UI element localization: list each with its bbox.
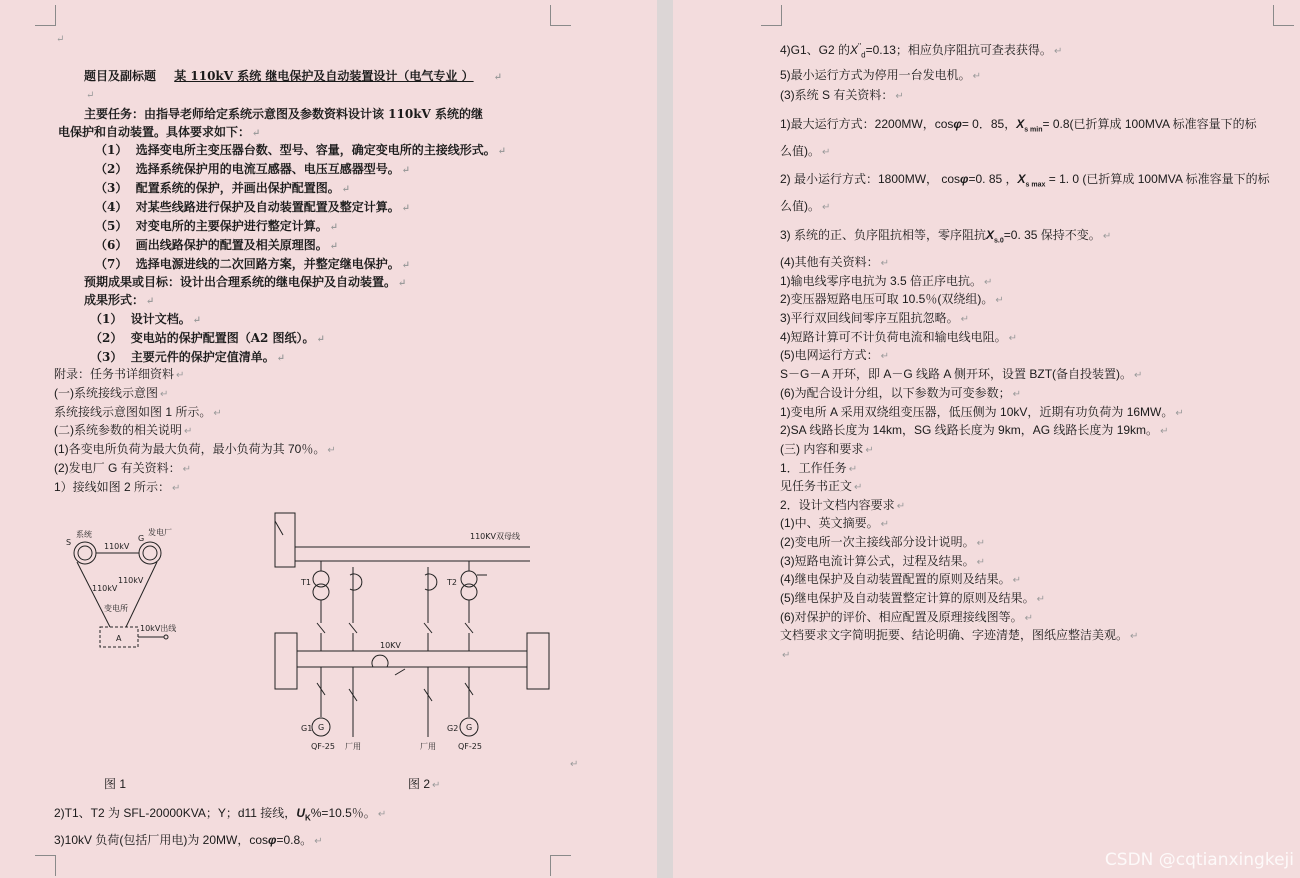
figure-2-caption: 图 2 ↵ bbox=[408, 777, 441, 791]
fig2-bus10-label: 10KV bbox=[380, 641, 401, 650]
empty-paragraph: ↵ bbox=[782, 650, 791, 661]
fig1-s-label: S bbox=[66, 538, 72, 547]
fig1-sg-kv: 110kV bbox=[104, 542, 130, 551]
body-line: 4)G1、G2 的$X''_d=0.13$；相应负序阻抗可查表获得。 ↵ bbox=[780, 42, 1063, 60]
margin-corner bbox=[761, 5, 782, 26]
fig2-aux-label: 厂用 bbox=[420, 742, 436, 751]
body-line: 1)输电线零序电抗为 3.5 倍正序电抗。 ↵ bbox=[780, 274, 993, 288]
task-item: （1） 选择变电所主变压器台数、型号、容量，确定变电所的主接线形式。 ↵ bbox=[95, 143, 507, 157]
transformer-t1-hv bbox=[313, 571, 329, 587]
fig1-s-name: 系统 bbox=[76, 530, 92, 539]
body-line: (1)中、英文摘要。 ↵ bbox=[780, 516, 890, 530]
transformer-t1-lv bbox=[313, 584, 329, 600]
body-line: (4)其他有关资料： ↵ bbox=[780, 255, 890, 269]
body-line: 2)SA 线路长度为 14km，SG 线路长度为 9km，AG 线路长度为 19km。 ↵ bbox=[780, 423, 1169, 437]
body-line: (5)继电保护及自动装置整定计算的原则及结果。 ↵ bbox=[780, 591, 1046, 605]
title-line: 题目及副标题 某 110kV 系统 继电保护及自动装置设计（电气专业 ） ↵ bbox=[84, 69, 503, 83]
empty-paragraph: ↵ bbox=[86, 90, 95, 101]
margin-corner bbox=[1273, 5, 1294, 26]
body-line: 5)最小运行方式为停用一台发电机。 ↵ bbox=[780, 68, 982, 82]
section-heading: (三) 内容和要求 ↵ bbox=[780, 442, 874, 456]
fig1-g-name: 发电厂 bbox=[148, 528, 172, 537]
fig2-g2-model: QF-25 bbox=[458, 742, 482, 751]
body-line: 1)最大运行方式：2200MW，cosφ= 0．85，$X_{s min}= 0.8$(已折算成 100MVA 标准容量下的标 bbox=[780, 117, 1257, 134]
form-item: （1） 设计文档。 ↵ bbox=[90, 312, 202, 326]
task-item: （2） 选择系统保护用的电流互感器、电压互感器型号。 ↵ bbox=[95, 162, 411, 176]
form-title: 成果形式： ↵ bbox=[84, 293, 155, 307]
task-intro-line2: 电保护和自动装置。具体要求如下： ↵ bbox=[58, 125, 261, 139]
goal-line: 预期成果或目标：设计出合理系统的继电保护及自动装置。 ↵ bbox=[84, 275, 407, 289]
fig2-t2-label: T2 bbox=[447, 578, 457, 587]
body-line: (6)对保护的评价、相应配置及原理接线图等。 ↵ bbox=[780, 610, 1034, 624]
empty-paragraph: ↵ bbox=[570, 759, 579, 770]
body-line: 2)变压器短路电压可取 10.5％(双绕组)。 ↵ bbox=[780, 292, 1004, 306]
body-line: 2．设计文档内容要求 ↵ bbox=[780, 498, 906, 512]
body-line: 1）接线如图 2 所示： ↵ bbox=[54, 480, 181, 494]
task-item: （4） 对某些线路进行保护及自动装置配置及整定计算。 ↵ bbox=[95, 200, 411, 214]
title-label: 题目及副标题 bbox=[84, 69, 157, 83]
svg-text:G: G bbox=[318, 723, 325, 732]
margin-corner bbox=[35, 855, 56, 876]
svg-text:G: G bbox=[466, 723, 473, 732]
form-item: （3） 主要元件的保护定值清单。 ↵ bbox=[90, 350, 286, 364]
task-item: （5） 对变电所的主要保护进行整定计算。 ↵ bbox=[95, 219, 339, 233]
margin-corner bbox=[550, 5, 571, 26]
body-line: 文档要求文字简明扼要、结论明确、字迹清楚，图纸应整洁美观。 ↵ bbox=[780, 628, 1139, 642]
appendix-line: 附录：任务书详细资料 ↵ bbox=[54, 367, 185, 381]
system-node-s bbox=[74, 542, 96, 564]
body-line: (2)发电厂 G 有关资料： ↵ bbox=[54, 461, 192, 475]
body-line: (3)系统 S 有关资料： ↵ bbox=[780, 88, 904, 102]
body-line: 系统接线示意图如图 1 所示。 ↵ bbox=[54, 405, 222, 419]
document-page-right bbox=[673, 0, 1300, 878]
body-line: 1．工作任务 ↵ bbox=[780, 461, 858, 475]
transformer-t2-hv bbox=[461, 571, 477, 587]
body-line: (1)各变电所负荷为最大负荷，最小负荷为其 70％。 ↵ bbox=[54, 442, 336, 456]
section-heading: (一)系统接线示意图 ↵ bbox=[54, 386, 169, 400]
form-item: （2） 变电站的保护配置图（A2 图纸）。 ↵ bbox=[90, 331, 325, 345]
body-line: 4)短路计算可不计负荷电流和输电线电阻。 ↵ bbox=[780, 330, 1018, 344]
fig2-aux-label: 厂用 bbox=[345, 742, 361, 751]
body-line: 见任务书正文 ↵ bbox=[780, 479, 863, 493]
task-item: （7） 选择电源进线的二次回路方案，并整定继电保护。 ↵ bbox=[95, 257, 411, 271]
fig2-t1-label: T1 bbox=[301, 578, 311, 587]
fig2-g1-model: QF-25 bbox=[311, 742, 335, 751]
body-line: (2)变电所一次主接线部分设计说明。 ↵ bbox=[780, 535, 986, 549]
body-line: (3)短路电流计算公式，过程及结果。 ↵ bbox=[780, 554, 986, 568]
fig2-bus110-label: 110KV双母线 bbox=[470, 532, 520, 541]
task-item: （6） 画出线路保护的配置及相关原理图。 ↵ bbox=[95, 238, 339, 252]
body-line: 1)变电所 A 采用双绕组变压器，低压侧为 10kV，近期有功负荷为 16MW。 ↵ bbox=[780, 405, 1184, 419]
fig1-ga-kv: 110kV bbox=[118, 576, 144, 585]
transformer-spec-line: 2)T1、T2 为 SFL-20000KVA；Y；d11 接线，$U_K\%=10.5$％。 ↵ bbox=[54, 806, 387, 823]
body-line: (6)为配合设计分组，以下参数为可变参数； ↵ bbox=[780, 386, 1022, 400]
empty-paragraph: ↵ bbox=[56, 34, 65, 45]
margin-corner bbox=[35, 5, 56, 26]
body-line: 么值)。 ↵ bbox=[780, 199, 831, 213]
body-line: 2) 最小运行方式：1800MW， cosφ=0. 85 ，$X_{s max} = 1$. 0 (已折算成 100MVA 标准容量下的标 bbox=[780, 172, 1270, 189]
plant-node-g bbox=[139, 542, 161, 564]
transformer-t2-lv bbox=[461, 584, 477, 600]
figure-1-system-diagram bbox=[60, 515, 190, 655]
figure-2-plant-wiring bbox=[265, 505, 565, 760]
margin-corner bbox=[550, 855, 571, 876]
task-intro-line1: 主要任务：由指导老师给定系统示意图及参数资料设计该 110kV 系统的继 bbox=[84, 107, 484, 121]
task-item: （3） 配置系统的保护，并画出保护配置图。 ↵ bbox=[95, 181, 351, 195]
fig1-sub-name: 变电所 bbox=[104, 604, 128, 613]
load-spec-line: 3)10kV 负荷(包括厂用电)为 20MW，cosφ=0.8。 ↵ bbox=[54, 833, 323, 847]
fig1-out-line: 10kV出线 bbox=[140, 624, 177, 633]
watermark: CSDN @cqtianxingkeji bbox=[1104, 850, 1294, 870]
body-line: 么值)。 ↵ bbox=[780, 144, 831, 158]
figure-1-caption: 图 1 bbox=[104, 777, 127, 791]
fig2-g2-label: G2 bbox=[447, 724, 459, 733]
section-heading: (二)系统参数的相关说明 ↵ bbox=[54, 423, 193, 437]
body-line: 3)平行双回线间零序互阻抗忽略。 ↵ bbox=[780, 311, 970, 325]
title-text: 某 110kV 系统 继电保护及自动装置设计（电气专业 ） bbox=[174, 69, 474, 83]
body-line: 3) 系统的正、负序阻抗相等，零序阻抗$X_{s.0}=0$. 35 保持不变。 ↵ bbox=[780, 228, 1112, 245]
fig1-a-label: A bbox=[116, 634, 122, 643]
fig1-g-label: G bbox=[138, 534, 145, 543]
body-line: (4)继电保护及自动装置配置的原则及结果。 ↵ bbox=[780, 572, 1022, 586]
body-line: S－G－A 开环，即 A－G 线路 A 侧开环，设置 BZT(备自投装置)。 ↵ bbox=[780, 367, 1143, 381]
fig2-g1-label: G1 bbox=[301, 724, 313, 733]
fig1-sa-kv: 110kV bbox=[92, 584, 118, 593]
body-line: (5)电网运行方式： ↵ bbox=[780, 348, 890, 362]
